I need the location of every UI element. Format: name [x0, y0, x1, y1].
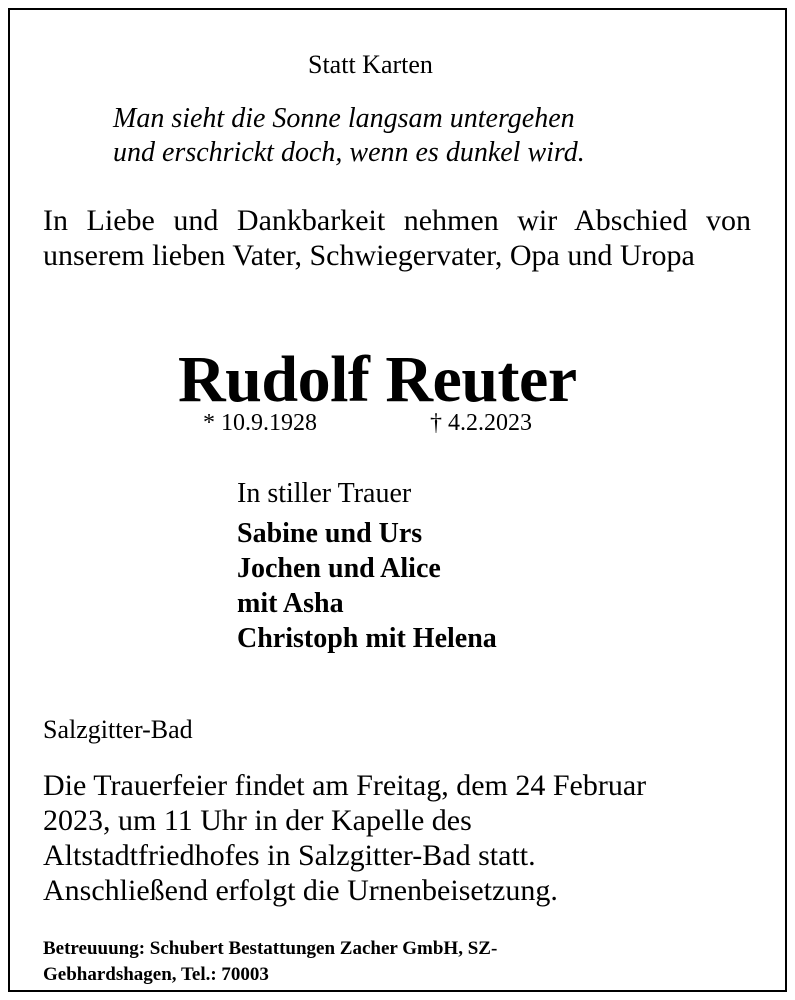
ceremony-line: Altstadtfriedhofes in Salzgitter-Bad statt. [43, 839, 536, 872]
mourner-name: Jochen und Alice [237, 553, 441, 584]
ceremony-line: Anschließend erfolgt die Urnenbeisetzung. [43, 874, 558, 907]
footer-line: Betreuuung: Schubert Bestattungen Zacher GmbH, SZ- [43, 938, 498, 959]
footer-line: Gebhardshagen, Tel.: 70003 [43, 964, 269, 985]
intro-line: und Uropa [567, 239, 695, 272]
mourner-name: mit Asha [237, 588, 344, 619]
quote-line: und erschrickt doch, wenn es dunkel wird. [113, 137, 585, 168]
death-date: † 4.2.2023 [430, 410, 532, 436]
deceased-name: Rudolf Reuter [178, 343, 577, 416]
footer-text [43, 936, 497, 988]
ceremony-line: 2023, um 11 Uhr in der Kapelle des [43, 804, 472, 837]
obituary-frame [8, 8, 787, 992]
intro-line: von unserem lieben Vater, Schwiegervater, Opa [43, 204, 751, 272]
mourners-title: In stiller Trauer [237, 478, 412, 509]
birth-date: * 10.9.1928 [203, 410, 317, 436]
intro-line: In Liebe und Dankbarkeit nehmen wir Abschied [43, 204, 688, 237]
mourner-name: Sabine und Urs [237, 518, 423, 549]
mourners-list [237, 516, 497, 656]
ceremony-text [43, 768, 646, 908]
header-text: Statt Karten [308, 50, 433, 79]
mourner-name: Christoph mit Helena [237, 623, 497, 654]
place-text: Salzgitter-Bad [43, 715, 193, 744]
ceremony-line: Die Trauerfeier findet am Freitag, dem 24 Februar [43, 769, 647, 802]
intro-text [43, 203, 751, 273]
quote [113, 102, 585, 170]
quote-line: Man sieht die Sonne langsam untergehen [113, 103, 575, 134]
